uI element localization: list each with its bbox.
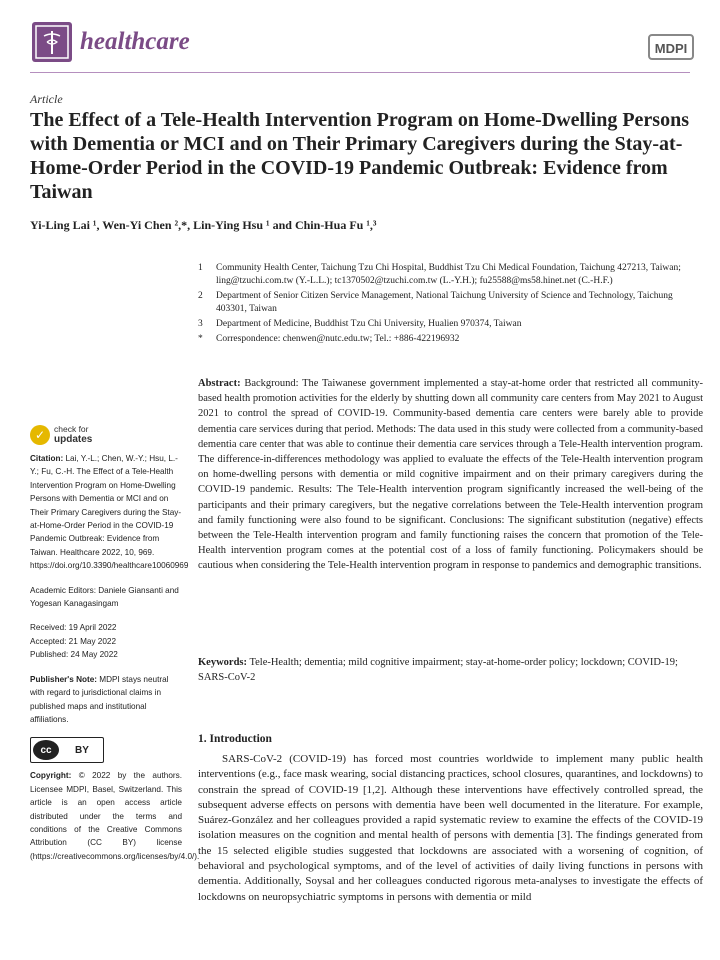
affiliation-number: 1 <box>198 263 203 273</box>
copyright <box>30 769 200 863</box>
affiliations <box>198 262 698 348</box>
affiliation-item <box>198 318 698 331</box>
academic-editors: Academic Editors: Daniele Giansanti and Yogesan Kanagasingam <box>30 585 179 609</box>
keywords <box>198 655 703 685</box>
check-icon: ✓ <box>30 425 50 445</box>
section-body <box>198 752 703 905</box>
dates <box>30 621 182 661</box>
accepted-date: Accepted: 21 May 2022 <box>30 636 117 646</box>
cc-by-license-icon[interactable] <box>30 737 104 763</box>
affiliation-item <box>198 290 698 316</box>
copyright-label: Copyright: <box>30 771 72 781</box>
copyright-text[interactable]: © 2022 by the authors. Licensee MDPI, Basel, Switzerland. This article is an open access article distributed under the terms and conditions of the Creative Commons Attribution (CC BY) license (https://creativecommons.org/licenses/by/4.0/). <box>30 771 200 861</box>
abstract-text: Background: The Taiwanese government implemented a stay-at-home order that restricted all community-based health promotion activities for the elderly by shutting down all community care centers from May 2021 to August 2021 to control the spread of COVID-19. Community-based dementia care centers were barely able to provide dementia care services during that period. Methods: The data used in this study were collected from a community-based dementia care center that was able to continue their dementia care services through a Tele-Health intervention program. The difference-in-differences methodology was applied to evaluate the effects of the Tele-Health intervention program on home-dwelling persons with dementia or mild cognitive impairment and on their primary caregivers during the COVID-19 pandemic. Results: The Tele-Health intervention program significantly increased the well-being of the participants and their primary caregivers, but the negative correlations between the Tele-Health intervention program and family functioning were also found to be significant. Conclusions: The significant substitution (negative) effects between the Tele-Health intervention program and family functioning raises the concern that promotion of the Tele-Health intervention program comes at the potential cost of a loss of family functioning. Policymakers should be cautious when considering the Tele-Health intervention program in response to pandemics and demographic transitions. <box>198 378 703 572</box>
journal-name[interactable]: healthcare <box>80 28 190 55</box>
header-divider <box>30 72 690 73</box>
check-for-updates-label: check for updates <box>54 424 93 445</box>
article-type: Article <box>30 92 63 106</box>
sidebar <box>30 452 200 874</box>
section-heading: 1. Introduction <box>198 733 272 745</box>
publisher-note <box>30 673 182 727</box>
keywords-text: Tele-Health; dementia; mild cognitive impairment; stay-at-home-order policy; lockdown; COVID-19; SARS-CoV-2 <box>198 657 678 683</box>
affiliation-item <box>198 333 698 346</box>
affiliation-item <box>198 262 698 288</box>
affiliation-text: Department of Senior Citizen Service Management, National Taichung University of Science and Technology, Taichung 403301, Taiwan <box>216 291 673 314</box>
publisher-note-text: MDPI stays neutral with regard to jurisdictional claims in published maps and institutional affiliations. <box>30 674 169 724</box>
author-list[interactable]: Yi-Ling Lai ¹, Wen-Yi Chen ²,*, Lin-Ying Hsu ¹ and Chin-Hua Fu ¹,³ <box>30 218 377 232</box>
intro-text: SARS-CoV-2 (COVID-19) has forced most countries worldwide to implement many public health interventions (e.g., face mask wearing, social distancing practices, school closures, quarantines, and lockdowns) to constrain the spread of COVID-19 [1,2]. Although these interventions have effectively controlled spread, the subsequent adverse effects on persons with dementia have been well documented in the literature. For example, Suárez-González and her colleagues provided a rapid systematic review to examine the effects of the COVID-19 isolation measures on the cognition and mental health of persons with dementia [3]. The findings generated from the 15 selected eligible studies suggested that lockdowns are associated with a worsening of cognition, of behavioral and psychological symptoms, and of the level of activities of daily living functions in persons with dementia. Additionally, Soysal and her colleagues conducted rigorous meta-analyses to investigate the effects of lockdowns on neuropsychiatric symptoms in persons with dementia or mild <box>198 753 703 903</box>
affiliation-text: Department of Medicine, Buddhist Tzu Chi University, Hualien 970374, Taiwan <box>216 319 522 329</box>
journal-logo-icon <box>32 22 72 62</box>
correspondence-text[interactable]: Correspondence: chenwen@nutc.edu.tw; Tel.: +886-422196932 <box>216 334 460 344</box>
affiliation-text: Community Health Center, Taichung Tzu Chi Hospital, Buddhist Tzu Chi Medical Foundation, Taichung 427213, Taiwan; ling@tzuchi.com.tw (Y.-L.L.); tc1370502@tzuchi.com.tw (L.-Y.H.); fu25588@ms58.hinet.net (C.-H.F.) <box>216 263 681 286</box>
published-date: Published: 24 May 2022 <box>30 650 118 660</box>
publisher-logo[interactable]: MDPI <box>648 34 694 60</box>
affiliation-number: 2 <box>198 291 203 301</box>
received-date: Received: 19 April 2022 <box>30 623 117 633</box>
publisher-note-label: Publisher's Note: <box>30 674 98 684</box>
article-title: The Effect of a Tele-Health Intervention Program on Home-Dwelling Persons with Dementia or MCI and on Their Primary Caregivers during the Stay-at-Home-Order Period in the COVID-19 Pandemic Outbreak: Evidence from Taiwan <box>30 109 689 203</box>
affiliation-number: 3 <box>198 319 203 329</box>
citation-label: Citation: <box>30 454 64 463</box>
citation-text[interactable]: Lai, Y.-L.; Chen, W.-Y.; Hsu, L.-Y.; Fu, C.-H. The Effect of a Tele-Health Intervention Program on Home-Dwelling Persons with Dementia or MCI and on Their Primary Caregivers during the Stay-at-Home-Order Period in the COVID-19 Pandemic Outbreak: Evidence from Taiwan. Healthcare 2022, 10, 969. https://doi.org/10.3390/healthcare10060969 <box>30 454 189 571</box>
abstract-label: Abstract: <box>198 378 241 389</box>
citation <box>30 452 189 573</box>
by-icon: BY <box>75 744 89 756</box>
keywords-label: Keywords: <box>198 657 247 668</box>
check-for-updates-button[interactable] <box>30 424 92 445</box>
abstract <box>198 376 703 574</box>
affiliation-number: * <box>198 334 203 344</box>
cc-icon: cc <box>33 740 59 760</box>
